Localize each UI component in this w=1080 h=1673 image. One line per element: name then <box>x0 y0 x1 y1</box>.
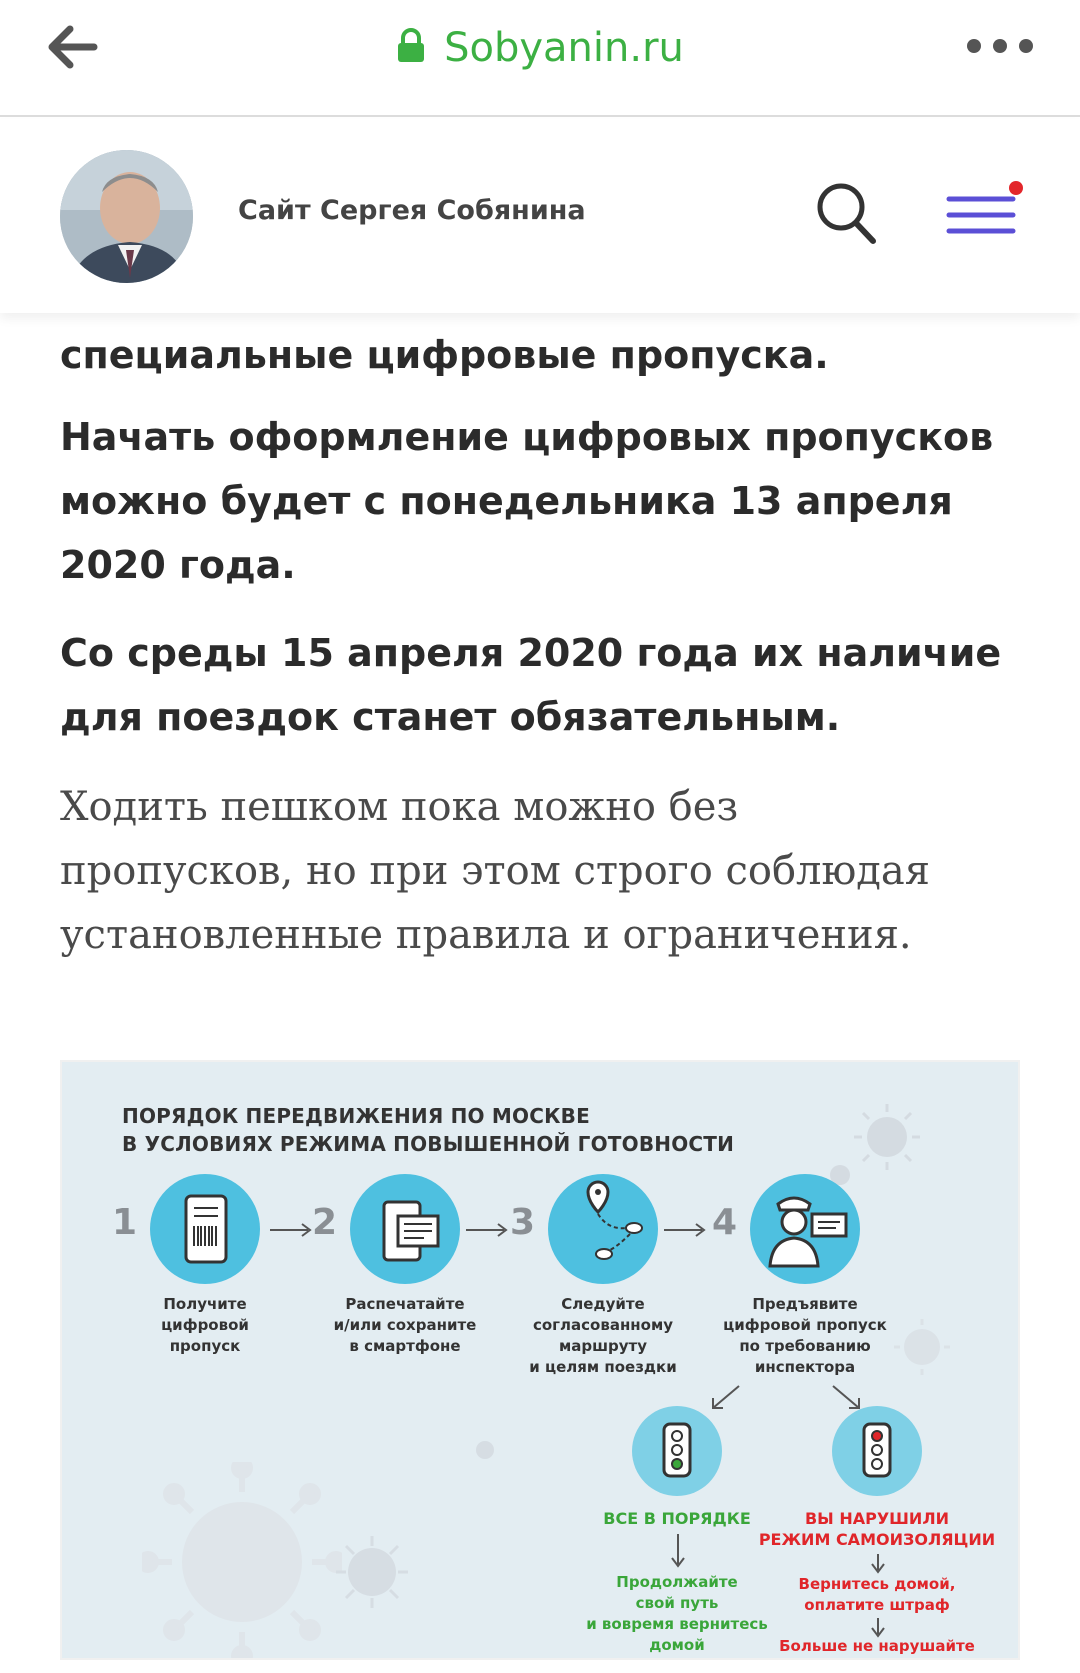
infographic-title-line: ПОРЯДОК ПЕРЕДВИЖЕНИЯ ПО МОСКВЕ <box>122 1104 590 1128</box>
paragraph-1: специальные цифровые пропуска. <box>60 333 829 377</box>
virus-icon <box>892 1317 952 1377</box>
step-label-line: по требованию <box>739 1337 871 1355</box>
violation-title-line: РЕЖИМ САМОИЗОЛЯЦИИ <box>758 1530 996 1549</box>
portrait-image <box>60 150 193 283</box>
infographic-image[interactable] <box>60 1060 1020 1660</box>
infographic-title <box>122 1102 734 1158</box>
smartphone-barcode-icon <box>150 1174 260 1284</box>
step-label-line: Получите <box>163 1295 247 1313</box>
step-number: 2 <box>312 1202 338 1243</box>
paragraph-4-line: пропусков, но при этом строго соблюдая <box>60 848 930 894</box>
paragraph-3-line: Со среды 15 апреля 2020 года их наличие <box>60 631 1002 675</box>
step-1-circle <box>150 1174 260 1284</box>
search-button[interactable] <box>815 181 879 247</box>
arrow-down-icon <box>870 1554 886 1576</box>
paragraph-2-line: 2020 года. <box>60 543 296 587</box>
paragraph-4-line: установленные правила и ограничения. <box>60 912 912 958</box>
virus-icon <box>467 1432 503 1468</box>
arrow-right-icon <box>466 1222 510 1238</box>
step-number: 4 <box>712 1202 738 1243</box>
violation-line: Вернитесь домой, <box>798 1575 956 1593</box>
red-light-circle <box>832 1406 922 1496</box>
step-4-circle <box>750 1174 860 1284</box>
url-text: Sobyanin.ru <box>444 25 684 71</box>
more-options-button[interactable] <box>964 34 1036 58</box>
virus-icon <box>332 1532 412 1612</box>
paragraph-3 <box>60 621 1001 749</box>
step-label-line: цифровой пропуск <box>723 1316 887 1334</box>
notification-dot-icon <box>1007 179 1025 197</box>
step-3-circle <box>548 1174 658 1284</box>
violation-title-line: ВЫ НАРУШИЛИ <box>804 1509 949 1528</box>
step-label-line: инспектора <box>754 1358 856 1376</box>
step-4-label <box>715 1294 895 1378</box>
step-label-line: согласованному <box>532 1316 674 1334</box>
map-route-icon <box>548 1174 658 1284</box>
paragraph-4-line: Ходить пешком пока можно без <box>60 784 739 830</box>
green-light-circle <box>632 1406 722 1496</box>
step-label-line: и/или сохраните <box>333 1316 477 1334</box>
paragraph-2-line: Начать оформление цифровых пропусков <box>60 415 994 459</box>
step-label-line: в смартфоне <box>349 1337 461 1355</box>
arrow-down-icon <box>670 1534 686 1570</box>
paragraph-2 <box>60 405 993 597</box>
step-label-line: пропуск <box>169 1337 241 1355</box>
url-bar[interactable] <box>0 18 1080 78</box>
step-label-line: маршруту <box>558 1337 648 1355</box>
infographic-title-line: В УСЛОВИЯХ РЕЖИМА ПОВЫШЕННОЙ ГОТОВНОСТИ <box>122 1132 735 1156</box>
step-label-line: и целям поездки <box>529 1358 677 1376</box>
arrow-right-icon <box>270 1222 314 1238</box>
ok-line: свой путь <box>635 1594 719 1612</box>
violation-title <box>752 1508 1002 1550</box>
step-2-circle <box>350 1174 460 1284</box>
more-dots-icon <box>964 34 1036 58</box>
violation-line: оплатите штраф <box>804 1596 950 1614</box>
virus-icon <box>142 1462 342 1660</box>
step-number: 3 <box>510 1202 536 1243</box>
ok-title: ВСЕ В ПОРЯДКЕ <box>603 1509 751 1528</box>
site-header <box>0 119 1080 313</box>
virus-icon <box>852 1102 922 1172</box>
step-label-line: Предъявите <box>752 1295 858 1313</box>
smartphone-document-icon <box>350 1174 460 1284</box>
arrow-right-icon <box>664 1222 708 1238</box>
step-label-line: цифровой <box>161 1316 249 1334</box>
browser-toolbar <box>0 0 1080 117</box>
ok-line: домой <box>649 1636 705 1654</box>
inspector-icon <box>750 1174 860 1284</box>
paragraph-2-line: можно будет с понедельника 13 апреля <box>60 479 953 523</box>
step-2-label <box>315 1294 495 1357</box>
paragraph-4 <box>60 775 1020 967</box>
avatar[interactable] <box>60 150 193 283</box>
ok-line: и вовремя вернитесь <box>586 1615 768 1633</box>
ok-line: Продолжайте <box>616 1573 738 1591</box>
traffic-light-red-icon <box>832 1406 922 1496</box>
traffic-light-green-icon <box>632 1406 722 1496</box>
violation-instructions <box>752 1574 1002 1616</box>
step-1-label <box>115 1294 295 1357</box>
site-title[interactable]: Сайт Сергея Собянина <box>238 195 586 226</box>
search-icon <box>815 181 879 247</box>
step-number: 1 <box>112 1202 138 1243</box>
paragraph-3-line: для поездок станет обязательным. <box>60 695 841 739</box>
step-label-line: Следуйте <box>561 1295 645 1313</box>
step-3-label <box>513 1294 693 1378</box>
violation-final: Больше не нарушайте <box>779 1637 975 1655</box>
menu-button[interactable] <box>945 185 1025 249</box>
step-label-line: Распечатайте <box>345 1295 465 1313</box>
lock-icon <box>396 28 426 64</box>
